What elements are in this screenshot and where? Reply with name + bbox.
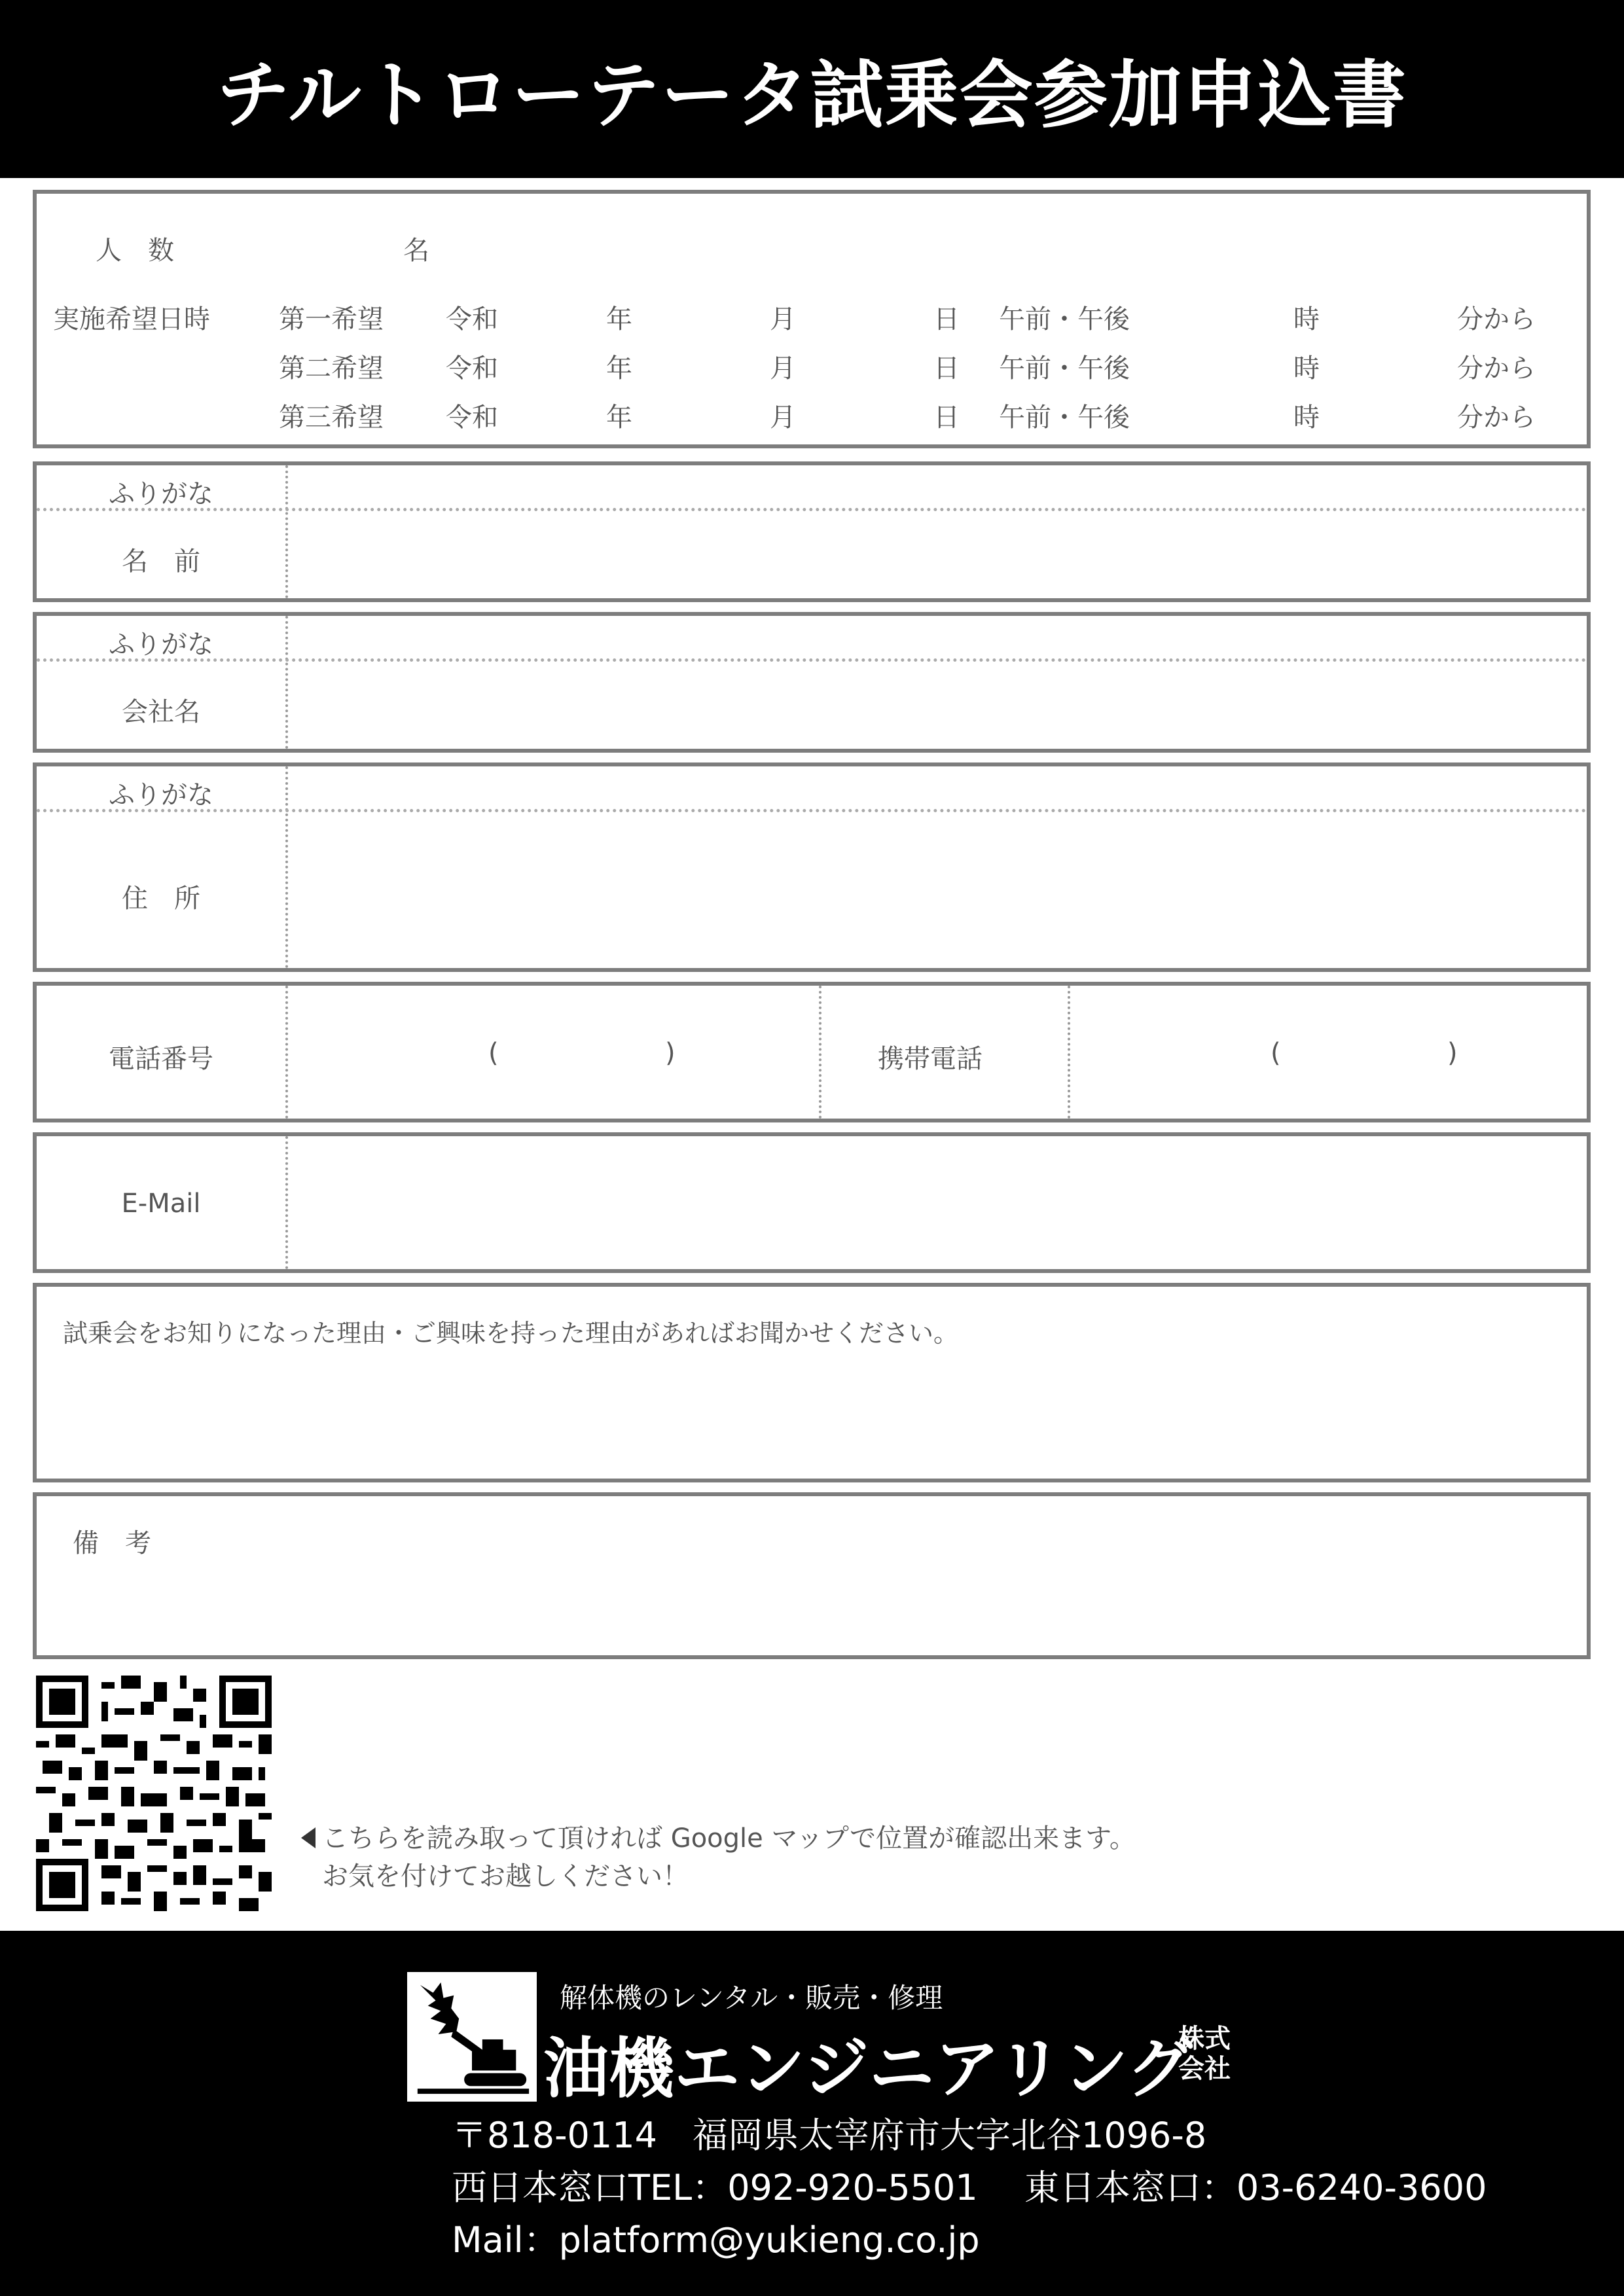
form-header	[0, 0, 1624, 178]
mobile-input[interactable]	[1074, 986, 1587, 1119]
choice-label: 第二希望	[279, 353, 384, 384]
company-logo	[407, 1972, 537, 2102]
company-mail[interactable]: Mail：platform@yukieng.co.jp	[452, 2219, 980, 2261]
company-name: 油機エンジニアリング	[543, 2030, 1193, 2107]
minute-label: 分から	[1457, 403, 1536, 433]
excavator-icon	[407, 1972, 537, 2102]
reason-label: 試乗会をお知りになった理由・ご興味を持った理由があればお聞かせください。	[63, 1319, 959, 1348]
column-divider	[1068, 986, 1070, 1119]
date-label: 実施希望日時	[53, 304, 210, 334]
company-section	[33, 612, 1591, 753]
qr-note	[301, 1820, 1136, 1895]
company-address: 〒818-0114 福岡県太宰府市大字北谷1096-8	[452, 2115, 1207, 2156]
remarks-label: 備 考	[73, 1528, 151, 1558]
month-label: 月	[770, 353, 796, 384]
company-input[interactable]	[292, 663, 1587, 749]
ampm-label[interactable]: 午前・午後	[999, 304, 1130, 334]
choice-label: 第三希望	[279, 403, 384, 433]
people-unit: 名	[403, 236, 429, 266]
year-label: 年	[606, 304, 632, 334]
hour-label: 時	[1293, 353, 1320, 384]
name-label: 名 前	[122, 547, 200, 577]
hour-label: 時	[1293, 304, 1320, 334]
address-section	[33, 762, 1591, 972]
ampm-label[interactable]: 午前・午後	[999, 403, 1130, 433]
name-furigana-label: ふりがな	[109, 479, 213, 509]
choice-label: 第一希望	[279, 304, 384, 334]
date-row-2[interactable]	[37, 341, 1587, 387]
column-divider	[285, 986, 288, 1119]
day-label: 日	[933, 353, 960, 384]
phone-section	[33, 982, 1591, 1122]
name-furigana-input[interactable]	[292, 465, 1587, 506]
minute-label: 分から	[1457, 353, 1536, 384]
company-tagline: 解体機のレンタル・販売・修理	[560, 1982, 943, 2014]
company-label: 会社名	[122, 697, 200, 727]
era-label: 令和	[446, 304, 498, 334]
column-divider	[285, 1136, 288, 1269]
company-suffix: 株式会社	[1178, 2024, 1231, 2084]
name-input[interactable]	[292, 512, 1587, 598]
address-input[interactable]	[292, 814, 1587, 968]
people-label: 人 数	[96, 236, 174, 266]
year-label: 年	[606, 353, 632, 384]
mobile-close-paren: )	[1447, 1038, 1458, 1068]
company-furigana-input[interactable]	[292, 616, 1587, 656]
minute-label: 分から	[1457, 304, 1536, 334]
hour-label: 時	[1293, 403, 1320, 433]
phone-open-paren: (	[488, 1038, 499, 1068]
era-label: 令和	[446, 403, 498, 433]
qr-note-line1: こちらを読み取って頂ければ Google マップで位置が確認出来ます。	[322, 1823, 1136, 1854]
column-divider	[285, 616, 288, 749]
date-row-3[interactable]	[37, 390, 1587, 436]
mobile-label: 携帯電話	[878, 1044, 983, 1074]
address-label: 住 所	[122, 884, 200, 914]
address-furigana-label: ふりがな	[109, 780, 213, 810]
phone-close-paren: )	[665, 1038, 676, 1068]
date-row-1[interactable]	[37, 292, 1587, 338]
qr-code-icon	[36, 1676, 272, 1911]
phone-label: 電話番号	[109, 1044, 213, 1074]
era-label: 令和	[446, 353, 498, 384]
address-furigana-input[interactable]	[292, 766, 1587, 807]
qr-note-line2: お気を付けてお越しください！	[322, 1861, 689, 1892]
email-label: E-Mail	[121, 1189, 201, 1219]
day-label: 日	[933, 304, 960, 334]
column-divider	[285, 766, 288, 968]
remarks-section[interactable]	[33, 1492, 1591, 1659]
column-divider	[819, 986, 821, 1119]
year-label: 年	[606, 403, 632, 433]
reason-section[interactable]	[33, 1283, 1591, 1482]
ampm-label[interactable]: 午前・午後	[999, 353, 1130, 384]
form-title: チルトローテータ試乗会参加申込書	[217, 52, 1407, 138]
name-section	[33, 461, 1591, 602]
footer	[0, 1931, 1624, 2296]
mobile-open-paren: (	[1271, 1038, 1281, 1068]
email-section	[33, 1132, 1591, 1273]
attendance-section	[33, 190, 1591, 448]
email-input[interactable]	[292, 1136, 1587, 1269]
column-divider	[285, 465, 288, 598]
month-label: 月	[770, 304, 796, 334]
day-label: 日	[933, 403, 960, 433]
phone-input[interactable]	[292, 986, 816, 1119]
company-tel: 西日本窓口TEL：092-920-5501 東日本窓口：03-6240-3600	[452, 2167, 1487, 2208]
map-qr-code[interactable]	[36, 1676, 272, 1911]
company-furigana-label: ふりがな	[109, 630, 213, 660]
people-count-field[interactable]	[220, 220, 384, 259]
month-label: 月	[770, 403, 796, 433]
